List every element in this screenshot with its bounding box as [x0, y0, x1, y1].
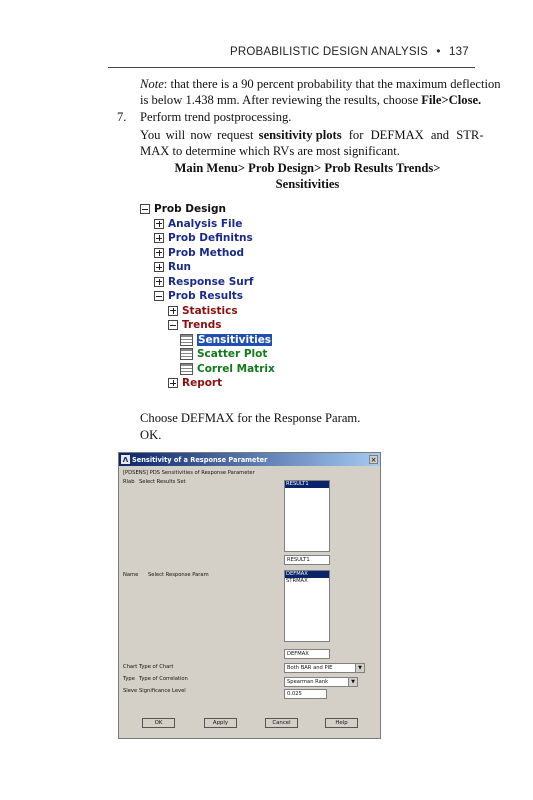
tree-item-prob-results[interactable]	[154, 289, 243, 303]
instruction-1: Choose DEFMAX for the Response Param.	[140, 411, 361, 425]
correlation-type-select[interactable]	[284, 677, 358, 687]
name-label: Select Response Param	[148, 572, 209, 578]
tree-item-prob-method[interactable]	[154, 246, 244, 260]
dialog-title: Sensitivity of a Response Parameter	[132, 455, 268, 464]
tree-item-label: Prob Results	[168, 290, 244, 302]
rlab-label: Select Results Set	[139, 479, 186, 485]
sleve-key: Sleve	[123, 688, 138, 694]
list-item[interactable]: STRMAX	[286, 578, 308, 584]
chart-type-select[interactable]	[284, 663, 365, 673]
note-line-1	[140, 76, 501, 92]
close-icon[interactable]: ×	[370, 455, 377, 464]
menu-path-line-2: Sensitivities	[275, 177, 340, 191]
instruction-2: OK.	[140, 428, 162, 442]
tree-item-prob-definitns[interactable]	[154, 231, 253, 245]
type-label: Type of Correlation	[139, 676, 188, 682]
para-text-b: for DEFMAX and STR-	[341, 128, 484, 142]
note-text-1: : that there is a 90 percent probability that the maximum deflection	[163, 77, 501, 91]
chevron-down-icon[interactable]: ▼	[355, 664, 364, 672]
tree-root-label: Prob Design	[154, 203, 226, 215]
tree-item-label: Statistics	[182, 304, 238, 317]
command-label: [PDSENS] PDS Sensitivities of Response Parameter	[123, 470, 255, 476]
tree-item-label: Analysis File	[168, 217, 243, 230]
tree-item-label: Prob Definitns	[168, 232, 253, 244]
chart-label: Type of Chart	[139, 664, 174, 670]
menu-leaf-icon	[180, 363, 193, 375]
cancel-button[interactable]: Cancel	[265, 718, 298, 728]
tree-item-report[interactable]	[168, 376, 222, 390]
tree-item-label: Scatter Plot	[197, 348, 268, 360]
menu-leaf-icon	[180, 334, 193, 346]
ansys-logo-icon: Λ	[122, 455, 129, 464]
name-key: Name	[123, 572, 139, 578]
note-text-2: is below 1.438 mm. After reviewing the results, choose	[140, 93, 422, 107]
running-header	[230, 46, 469, 58]
tree-item-label: Prob Method	[168, 246, 245, 259]
note-line-2	[140, 92, 481, 108]
sensitivity-plots-text: sensitivity plots	[258, 128, 342, 142]
list-item[interactable]: DEFMAX	[285, 571, 329, 578]
para-text-a: You will now request	[140, 128, 259, 142]
rlab-key: Rlab	[123, 479, 135, 485]
paragraph-line-1	[140, 127, 484, 143]
collapse-icon[interactable]	[168, 320, 178, 330]
step-number: 7.	[117, 110, 127, 124]
expand-icon[interactable]	[168, 306, 178, 316]
expand-icon[interactable]	[154, 277, 164, 287]
expand-icon[interactable]	[154, 248, 164, 258]
collapse-icon[interactable]	[154, 291, 164, 301]
sleve-label: Significance Level	[139, 688, 186, 694]
sensitivity-dialog	[118, 452, 381, 739]
apply-button[interactable]: Apply	[204, 718, 237, 728]
tree-item-run[interactable]	[154, 260, 191, 274]
response-param-listbox[interactable]	[284, 570, 330, 642]
note-label: Note	[140, 77, 164, 91]
file-close-text: File>Close.	[421, 93, 482, 107]
tree-item-label: Run	[168, 261, 192, 273]
tree-item-sensitivities[interactable]	[180, 333, 272, 347]
response-param-field[interactable]: DEFMAX	[284, 649, 330, 659]
results-set-field[interactable]: RESULT1	[284, 555, 330, 565]
chevron-down-icon[interactable]: ▼	[348, 678, 357, 686]
tree-item-response-surf[interactable]	[154, 275, 253, 289]
tree-item-label-selected: Sensitivities	[198, 333, 272, 346]
expand-icon[interactable]	[154, 219, 164, 229]
page-number: 137	[449, 46, 469, 58]
expand-icon[interactable]	[154, 233, 164, 243]
dialog-title-bar[interactable]	[119, 453, 380, 466]
bullet: •	[436, 46, 441, 58]
type-key: Type	[123, 676, 135, 682]
menu-leaf-icon	[180, 348, 193, 360]
list-item[interactable]: RESULT1	[285, 481, 329, 488]
tree-root[interactable]	[140, 202, 226, 216]
chart-key: Chart	[123, 664, 138, 670]
chart-type-value: Both BAR and PIE	[287, 665, 333, 671]
tree-item-label: Correl Matrix	[197, 362, 275, 375]
collapse-icon[interactable]	[140, 204, 150, 214]
running-head-title: PROBABILISTIC DESIGN ANALYSIS	[230, 46, 428, 58]
paragraph-line-2: MAX to determine which RVs are most significant.	[140, 144, 400, 158]
tree-item-correl-matrix[interactable]	[180, 362, 275, 376]
tree-item-analysis-file[interactable]	[154, 217, 242, 231]
tree-item-scatter-plot[interactable]	[180, 347, 267, 361]
tree-item-label: Response Surf	[168, 275, 254, 288]
significance-level-field[interactable]: 0.025	[284, 689, 327, 699]
correlation-type-value: Spearman Rank	[287, 679, 329, 685]
tree-item-label: Report	[182, 377, 223, 389]
tree-item-label: Trends	[182, 319, 222, 331]
results-set-listbox[interactable]	[284, 480, 330, 552]
expand-icon[interactable]	[154, 262, 164, 272]
menu-path-line-1: Main Menu> Prob Design> Prob Results Trends>	[174, 161, 441, 175]
header-rule	[108, 67, 475, 68]
tree-item-statistics[interactable]	[168, 304, 238, 318]
step-title: Perform trend postprocessing.	[140, 110, 292, 124]
help-button[interactable]: Help	[325, 718, 358, 728]
ok-button[interactable]: OK	[142, 718, 175, 728]
tree-item-trends[interactable]	[168, 318, 222, 332]
expand-icon[interactable]	[168, 378, 178, 388]
